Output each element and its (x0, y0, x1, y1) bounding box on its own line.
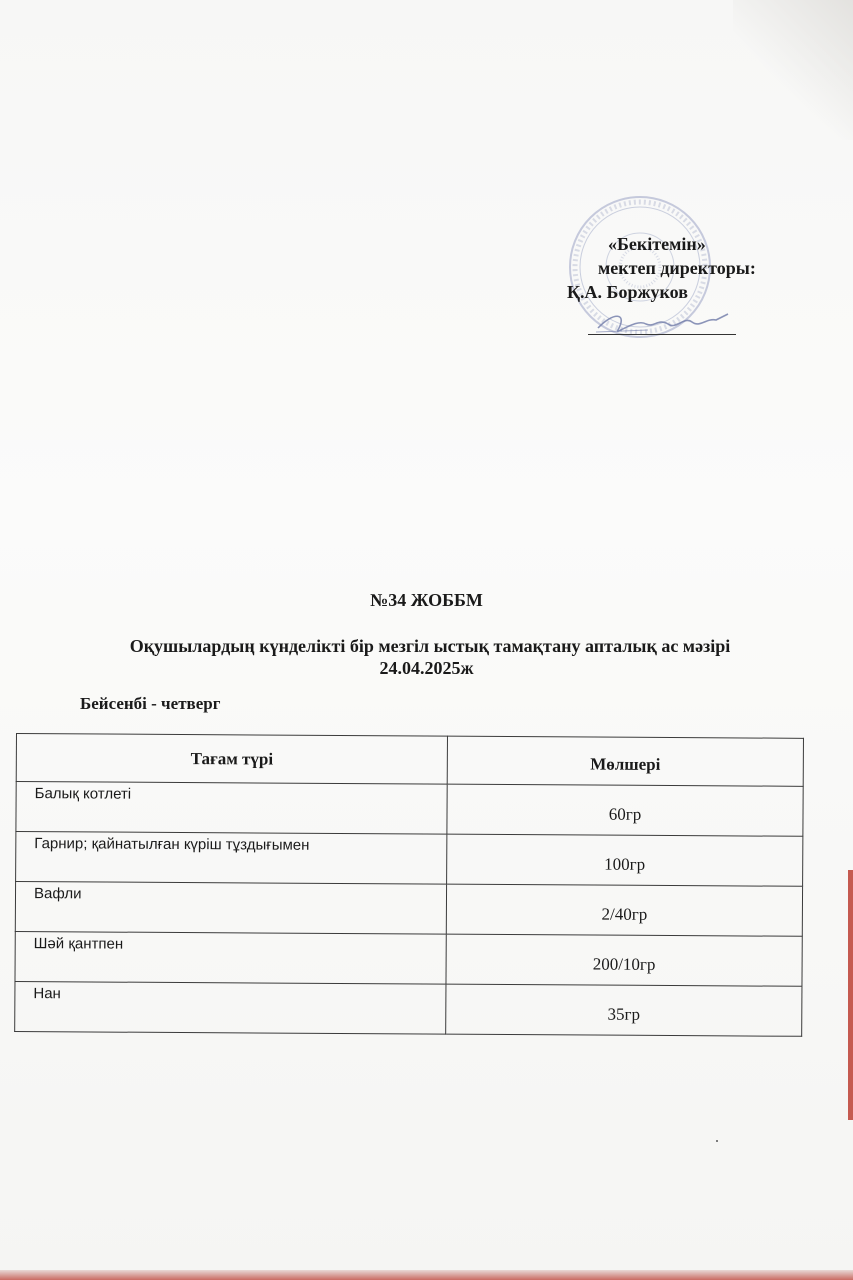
amount-cell: 60гр (447, 784, 803, 836)
table-row (16, 782, 803, 837)
column-header-amount: Мөлшері (447, 736, 803, 786)
paper-speck (716, 1140, 718, 1142)
approval-director-name: Қ.А. Боржуков (567, 282, 688, 302)
approval-position: мектеп директоры: (598, 258, 756, 278)
menu-table (14, 733, 804, 1037)
right-edge-strip (848, 870, 853, 1120)
day-of-week: Бейсенбі - четверг (80, 694, 221, 713)
dish-cell: Балық котлеті (16, 782, 447, 835)
dish-cell: Нан (15, 981, 446, 1034)
approval-title: «Бекітемін» (608, 234, 706, 254)
document-date: 24.04.2025ж (379, 658, 474, 678)
dish-cell: Шәй қантпен (15, 931, 446, 984)
amount-cell: 100гр (447, 834, 803, 886)
document-title: Оқушылардың күнделікті бір мезгіл ыстық тамақтану апталық ас мәзірі (129, 636, 731, 656)
amount-cell: 35гр (446, 984, 802, 1036)
table-row (15, 882, 802, 937)
table-row (15, 931, 802, 986)
signature-line (588, 334, 736, 335)
table-row (15, 981, 802, 1036)
dish-cell: Гарнир; қайнатылған күріш тұздығымен (16, 832, 447, 885)
bottom-edge-strip (0, 1270, 853, 1280)
amount-cell: 2/40гр (446, 884, 802, 936)
school-name: №34 ЖОББМ (370, 590, 483, 610)
table-row (16, 832, 803, 887)
dish-cell: Вафли (15, 882, 446, 935)
page-fold-shadow (733, 0, 853, 140)
column-header-dish: Тағам түрі (16, 734, 447, 785)
amount-cell: 200/10гр (446, 934, 802, 986)
menu-header-row (16, 734, 803, 787)
